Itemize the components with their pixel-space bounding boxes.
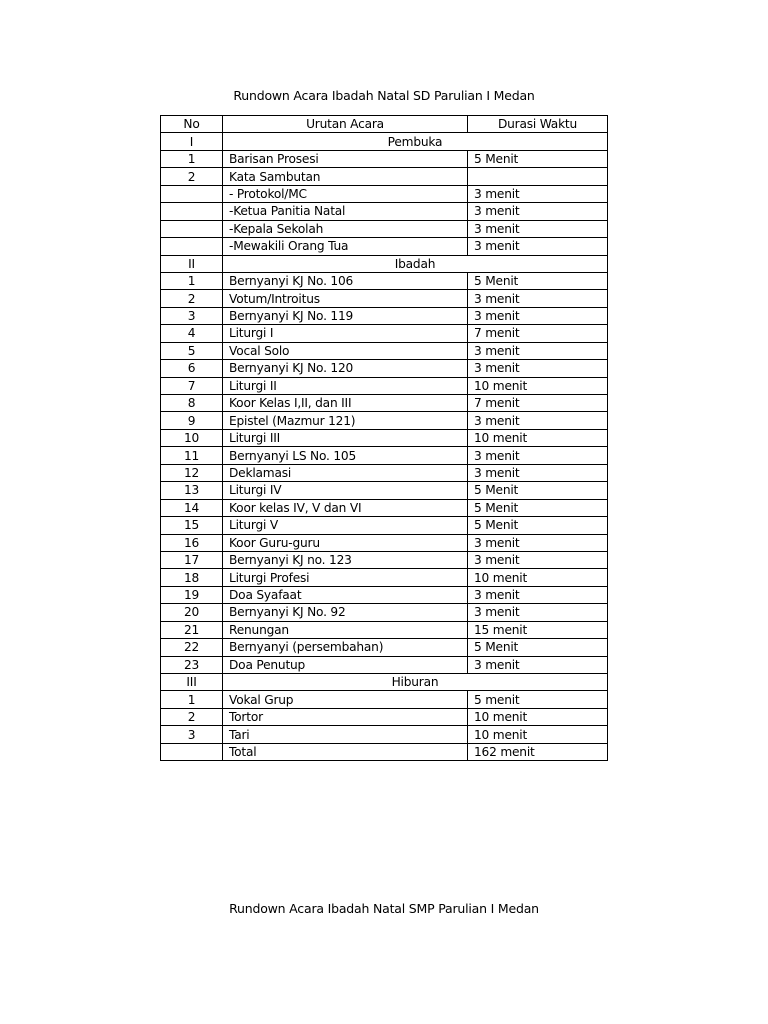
row-number: 19 (161, 586, 223, 603)
header-duration: Durasi Waktu (468, 116, 608, 133)
row-number: 5 (161, 342, 223, 359)
row-item: Koor kelas IV, V dan VI (223, 499, 468, 516)
row-duration: 15 menit (468, 621, 608, 638)
row-number: 7 (161, 377, 223, 394)
row-number: 1 (161, 691, 223, 708)
row-item: Doa Syafaat (223, 586, 468, 603)
row-item: Vocal Solo (223, 342, 468, 359)
row-item: Bernyanyi KJ No. 119 (223, 307, 468, 324)
row-duration: 5 menit (468, 691, 608, 708)
table-row (161, 639, 608, 656)
table-header-row (161, 116, 608, 133)
row-duration: 5 Menit (468, 517, 608, 534)
table-row (161, 691, 608, 708)
row-item: - Protokol/MC (223, 185, 468, 202)
table-row (161, 621, 608, 638)
table-row (161, 499, 608, 516)
row-number: 10 (161, 429, 223, 446)
row-number: 16 (161, 534, 223, 551)
row-duration: 10 menit (468, 708, 608, 725)
row-item: -Mewakili Orang Tua (223, 238, 468, 255)
row-duration: 3 menit (468, 586, 608, 603)
section-number: I (161, 133, 223, 150)
row-number (161, 220, 223, 237)
row-duration: 3 menit (468, 412, 608, 429)
row-number: 13 (161, 482, 223, 499)
row-number: 2 (161, 168, 223, 185)
row-number: 2 (161, 290, 223, 307)
table-row (161, 656, 608, 673)
table-row (161, 168, 608, 185)
row-item: Votum/Introitus (223, 290, 468, 307)
row-item: Liturgi V (223, 517, 468, 534)
document-title-2: Rundown Acara Ibadah Natal SMP Parulian I Medan (229, 901, 539, 916)
row-duration: 5 Menit (468, 272, 608, 289)
row-duration: 3 menit (468, 238, 608, 255)
row-item: -Ketua Panitia Natal (223, 203, 468, 220)
table-row (161, 604, 608, 621)
table-row (161, 325, 608, 342)
section-name: Hiburan (223, 674, 608, 691)
section-number: II (161, 255, 223, 272)
table-row (161, 307, 608, 324)
row-duration: 3 menit (468, 220, 608, 237)
row-duration: 3 menit (468, 307, 608, 324)
row-duration: 3 menit (468, 604, 608, 621)
section-row (161, 133, 608, 150)
row-duration: 5 Menit (468, 482, 608, 499)
row-number: 3 (161, 307, 223, 324)
row-number: 20 (161, 604, 223, 621)
row-number: 14 (161, 499, 223, 516)
row-item: Barisan Prosesi (223, 150, 468, 167)
table-row (161, 203, 608, 220)
row-number (161, 203, 223, 220)
row-duration: 3 menit (468, 534, 608, 551)
row-duration: 10 menit (468, 377, 608, 394)
table-row (161, 429, 608, 446)
table-row (161, 517, 608, 534)
row-number: 15 (161, 517, 223, 534)
table-row (161, 534, 608, 551)
table-row (161, 464, 608, 481)
row-number: 2 (161, 708, 223, 725)
row-duration: 10 menit (468, 726, 608, 743)
row-number: 23 (161, 656, 223, 673)
header-item: Urutan Acara (223, 116, 468, 133)
row-item: Bernyanyi KJ No. 106 (223, 272, 468, 289)
row-item: Liturgi II (223, 377, 468, 394)
row-duration: 10 menit (468, 569, 608, 586)
row-duration: 3 menit (468, 464, 608, 481)
row-number: 12 (161, 464, 223, 481)
row-number (161, 185, 223, 202)
row-item: Epistel (Mazmur 121) (223, 412, 468, 429)
table-row (161, 290, 608, 307)
row-duration: 7 menit (468, 325, 608, 342)
row-item: Bernyanyi KJ No. 120 (223, 360, 468, 377)
header-no: No (161, 116, 223, 133)
table-row (161, 708, 608, 725)
table-row (161, 377, 608, 394)
row-item: Bernyanyi KJ No. 92 (223, 604, 468, 621)
section-row (161, 674, 608, 691)
row-number: 3 (161, 726, 223, 743)
row-number (161, 238, 223, 255)
row-number: 6 (161, 360, 223, 377)
row-number: 1 (161, 150, 223, 167)
total-number (161, 743, 223, 760)
table-row (161, 395, 608, 412)
table-row (161, 220, 608, 237)
row-number: 11 (161, 447, 223, 464)
row-duration: 3 menit (468, 342, 608, 359)
row-duration: 3 menit (468, 656, 608, 673)
row-item: Deklamasi (223, 464, 468, 481)
row-item: Kata Sambutan (223, 168, 468, 185)
table-row (161, 447, 608, 464)
table-row (161, 551, 608, 568)
row-number: 1 (161, 272, 223, 289)
row-item: Koor Kelas I,II, dan III (223, 395, 468, 412)
row-duration: 5 Menit (468, 150, 608, 167)
total-label: Total (223, 743, 468, 760)
table-row (161, 726, 608, 743)
rundown-table (160, 115, 608, 761)
row-duration: 3 menit (468, 290, 608, 307)
section-name: Ibadah (223, 255, 608, 272)
row-number: 18 (161, 569, 223, 586)
row-duration: 5 Menit (468, 499, 608, 516)
section-row (161, 255, 608, 272)
row-item: Tortor (223, 708, 468, 725)
table-row (161, 185, 608, 202)
row-item: Koor Guru-guru (223, 534, 468, 551)
row-duration: 3 menit (468, 360, 608, 377)
row-number: 17 (161, 551, 223, 568)
row-duration: 3 menit (468, 203, 608, 220)
table-row (161, 342, 608, 359)
row-duration: 3 menit (468, 551, 608, 568)
row-duration: 3 menit (468, 185, 608, 202)
row-item: Renungan (223, 621, 468, 638)
row-item: Vokal Grup (223, 691, 468, 708)
row-duration: 10 menit (468, 429, 608, 446)
row-item: Bernyanyi (persembahan) (223, 639, 468, 656)
row-item: Tari (223, 726, 468, 743)
row-item: Doa Penutup (223, 656, 468, 673)
table-row (161, 569, 608, 586)
table-row (161, 150, 608, 167)
section-number: III (161, 674, 223, 691)
total-duration: 162 menit (468, 743, 608, 760)
row-number: 8 (161, 395, 223, 412)
row-item: Bernyanyi KJ no. 123 (223, 551, 468, 568)
document-title: Rundown Acara Ibadah Natal SD Parulian I Medan (233, 88, 535, 103)
row-duration: 3 menit (468, 447, 608, 464)
row-item: Liturgi IV (223, 482, 468, 499)
table-row (161, 238, 608, 255)
row-item: Liturgi Profesi (223, 569, 468, 586)
row-item: -Kepala Sekolah (223, 220, 468, 237)
row-number: 4 (161, 325, 223, 342)
row-number: 22 (161, 639, 223, 656)
row-item: Liturgi III (223, 429, 468, 446)
row-item: Liturgi I (223, 325, 468, 342)
section-name: Pembuka (223, 133, 608, 150)
table-row (161, 412, 608, 429)
table-row (161, 272, 608, 289)
row-item: Bernyanyi LS No. 105 (223, 447, 468, 464)
table-row (161, 360, 608, 377)
row-duration: 5 Menit (468, 639, 608, 656)
row-duration (468, 168, 608, 185)
row-number: 21 (161, 621, 223, 638)
table-row (161, 482, 608, 499)
row-duration: 7 menit (468, 395, 608, 412)
table-row (161, 586, 608, 603)
row-number: 9 (161, 412, 223, 429)
total-row (161, 743, 608, 760)
